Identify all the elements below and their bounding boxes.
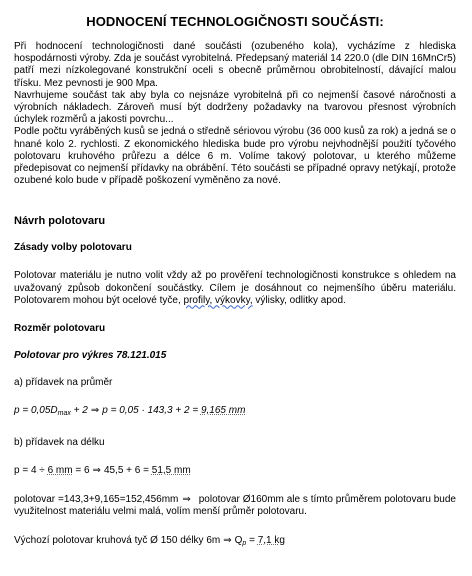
principles-paragraph — [14, 270, 456, 308]
intro-paragraph-1: Při hodnocení technologičnosti dané součásti (ozubeného kola), vycházíme z hlediska hospodárnosti výroby. Zda je součást vyrobitelná. Předepsaný materiál 14 220.0 (dle DIN 16MnCr5) patří mezi nízkolegované konstrukční oceli s obecně průměrnou obrobitelností, dávající malou třísku. Mez pevnosti je 900 Mpa. — [14, 41, 456, 89]
eq-b-a: p = 4 ÷ — [14, 465, 48, 477]
implies-arrow-icon: ⇒ — [182, 493, 191, 505]
size-heading: Rozměr polotovaru — [14, 322, 106, 334]
implies-arrow-icon: ⇒ — [90, 405, 100, 417]
final-sub: p — [242, 539, 247, 547]
final-eq: = — [246, 534, 258, 546]
intro-text — [14, 41, 456, 187]
section-heading: Návrh polotovaru — [14, 215, 106, 228]
eq-b-c: 45,5 + 6 = — [103, 465, 152, 477]
eq-b-b: = 6 — [72, 465, 90, 477]
eq-a-result: 9,165 mm — [200, 405, 246, 417]
allowance-diameter-label: a) přídavek na průměr — [14, 376, 113, 388]
result-paragraph — [14, 494, 456, 519]
eq-b-result: 51,5 mm — [151, 465, 191, 477]
final-stock-line — [14, 535, 456, 551]
allowance-diameter-equation — [14, 405, 456, 421]
eq-a-sub: max — [57, 410, 71, 418]
result-b: polotovar Ø160mm ale s tímto průměrem polotovaru bude využitelnost materiálu velmi malá, volím menší průměr polotovaru. — [14, 493, 456, 518]
intro-paragraph-3: Podle počtu vyráběných kusů se jedná o středně sériovou výrobu (36 000 kusů za rok) a jedná se o hnané kolo 2. rychlosti. Z ekonomického hlediska bude pro výrobu nejvhodnější použití tyčového polotovaru kruhového průřezu a délce 6 m. Volíme takový polotovar, u kterého můžeme předepisovat co nejmenší přídavky na obrábění. Této součásti se případné opravy netýkají, protože ozubené kolo bude v případě poškození vyměněno za nové. — [14, 126, 456, 187]
intro-paragraph-2: Navrhujeme součást tak aby byla co nejsnáze vyrobitelná při co nejmenší časové náročnosti a výrobních nákladech. Zároveň musí být dodrženy požadavky na tvarovou přesnost výrobních úchylek rozměrů a jakosti povrchu... — [14, 89, 456, 126]
principles-text-a: Polotovar materiálu je nutno volit vždy až po prověření technologičnosti konstrukce s ohledem na uvažovaný způsob dokončení součástky. Cílem je dosáhnout co nejmenšího úběru materiálu. Polotovarem mohou být ocelové tyče, — [14, 270, 456, 307]
final-mass: 7,1 kg — [257, 534, 285, 546]
implies-arrow-icon: ⇒ — [92, 465, 101, 477]
result-a: polotovar =143,3+9,165=152,456mm — [14, 493, 179, 505]
implies-arrow-icon: ⇒ — [223, 534, 232, 546]
page-title: HODNOCENÍ TECHNOLOGIČNOSTI SOUČÁSTI: — [86, 14, 384, 29]
drawing-heading: Polotovar pro výkres 78.121.015 — [14, 349, 167, 361]
principles-text-b: výlisky, odlitky apod. — [252, 295, 346, 307]
principles-text-wavy: profily, výkovky, — [183, 295, 253, 307]
final-q: Q — [234, 534, 243, 546]
final-a: Výchozí polotovar kruhová tyč Ø 150 délky 6m — [14, 534, 221, 546]
eq-a-lhs: p = 0,05D — [14, 405, 58, 417]
principles-heading: Zásady volby polotovaru — [14, 242, 132, 254]
allowance-length-equation — [14, 465, 456, 478]
eq-a-mid: + 2 — [70, 405, 88, 417]
eq-a-rhs: p = 0,05 · 143,3 + 2 = — [102, 405, 201, 417]
allowance-length-label: b) přídavek na délku — [14, 436, 105, 448]
eq-b-u1: 6 mm — [47, 465, 73, 477]
